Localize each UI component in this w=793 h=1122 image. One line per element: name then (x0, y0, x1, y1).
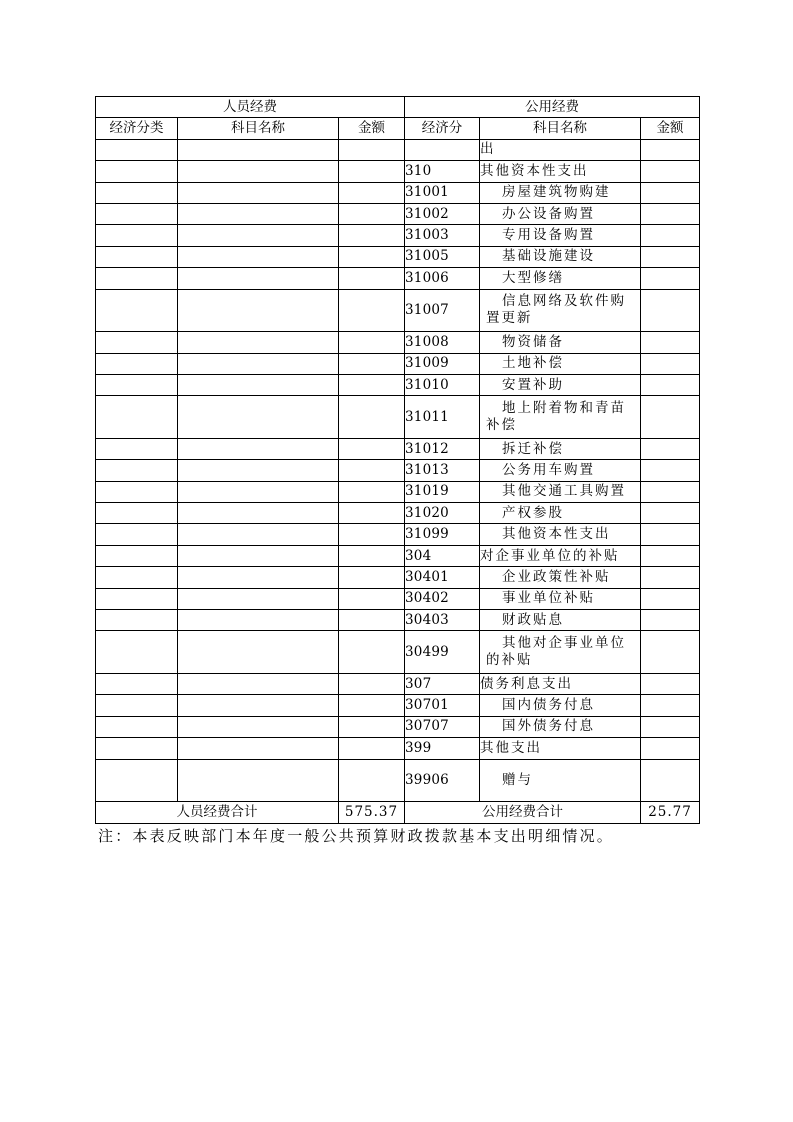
public-name-cell: 房屋建筑物购建 (480, 182, 641, 203)
public-amount-cell (641, 695, 700, 716)
public-amount-cell (641, 203, 700, 224)
public-name-cell: 国外债务付息 (480, 716, 641, 737)
public-amount-cell (641, 139, 700, 160)
personnel-code-cell (96, 716, 178, 737)
personnel-name-header: 科目名称 (178, 118, 339, 139)
table-row (96, 225, 700, 246)
public-name-cell: 赠与 (480, 759, 641, 802)
totals-row (96, 802, 700, 823)
personnel-code-cell (96, 332, 178, 353)
table-row (96, 332, 700, 353)
public-amount-cell (641, 716, 700, 737)
public-code-cell: 31009 (405, 353, 480, 374)
personnel-amount-cell (339, 396, 405, 439)
table-row (96, 438, 700, 459)
table-row (96, 716, 700, 737)
expenditure-table (95, 96, 700, 824)
personnel-amount-cell (339, 673, 405, 694)
personnel-code-cell (96, 588, 178, 609)
personnel-code-cell (96, 289, 178, 332)
public-name-cell: 产权参股 (480, 503, 641, 524)
personnel-code-cell (96, 567, 178, 588)
personnel-amount-cell (339, 524, 405, 545)
public-code-cell: 31099 (405, 524, 480, 545)
personnel-name-cell (178, 225, 339, 246)
personnel-name-cell (178, 716, 339, 737)
personnel-amount-cell (339, 503, 405, 524)
public-amount-cell (641, 460, 700, 481)
public-code-cell: 31005 (405, 246, 480, 267)
personnel-name-cell (178, 481, 339, 502)
personnel-code-cell (96, 438, 178, 459)
personnel-amount-cell (339, 438, 405, 459)
personnel-name-cell (178, 374, 339, 395)
table-row (96, 588, 700, 609)
public-amount-cell (641, 289, 700, 332)
table-row (96, 268, 700, 289)
personnel-amount-cell (339, 631, 405, 674)
public-amount-cell (641, 332, 700, 353)
public-amount-cell (641, 567, 700, 588)
public-code-cell: 39906 (405, 759, 480, 802)
public-code-cell (405, 139, 480, 160)
public-name-cell: 其他对企事业单位的补贴 (480, 631, 641, 674)
personnel-code-cell (96, 759, 178, 802)
personnel-group-header: 人员经费 (96, 97, 405, 118)
public-amount-cell (641, 610, 700, 631)
personnel-code-cell (96, 460, 178, 481)
table-row (96, 353, 700, 374)
public-code-cell: 30701 (405, 695, 480, 716)
personnel-amount-cell (339, 545, 405, 566)
personnel-name-cell (178, 332, 339, 353)
public-total-label: 公用经费合计 (405, 802, 641, 823)
personnel-code-cell (96, 246, 178, 267)
public-code-cell: 31003 (405, 225, 480, 246)
public-name-cell: 物资储备 (480, 332, 641, 353)
table-footnote: 注：本表反映部门本年度一般公共预算财政拨款基本支出明细情况。 (98, 827, 615, 845)
personnel-amount-cell (339, 353, 405, 374)
personnel-code-header: 经济分类 (96, 118, 178, 139)
public-name-cell: 土地补偿 (480, 353, 641, 374)
public-code-cell: 30403 (405, 610, 480, 631)
table-row (96, 481, 700, 502)
personnel-amount-cell (339, 567, 405, 588)
public-name-cell: 专用设备购置 (480, 225, 641, 246)
table-row (96, 759, 700, 802)
public-amount-cell (641, 225, 700, 246)
personnel-name-cell (178, 567, 339, 588)
public-amount-cell (641, 161, 700, 182)
public-code-header: 经济分 (405, 118, 480, 139)
public-code-cell: 30707 (405, 716, 480, 737)
public-amount-cell (641, 545, 700, 566)
public-amount-cell (641, 246, 700, 267)
personnel-amount-header: 金额 (339, 118, 405, 139)
public-amount-cell (641, 481, 700, 502)
personnel-name-cell (178, 161, 339, 182)
personnel-name-cell (178, 503, 339, 524)
public-name-cell: 拆迁补偿 (480, 438, 641, 459)
public-code-cell: 31002 (405, 203, 480, 224)
personnel-amount-cell (339, 716, 405, 737)
public-name-cell: 债务利息支出 (480, 673, 641, 694)
personnel-name-cell (178, 396, 339, 439)
table-row (96, 545, 700, 566)
personnel-name-cell (178, 695, 339, 716)
personnel-name-cell (178, 438, 339, 459)
personnel-name-cell (178, 289, 339, 332)
personnel-code-cell (96, 182, 178, 203)
public-name-cell: 信息网络及软件购置更新 (480, 289, 641, 332)
table-row (96, 524, 700, 545)
personnel-total-label: 人员经费合计 (96, 802, 339, 823)
public-code-cell: 304 (405, 545, 480, 566)
public-amount-cell (641, 588, 700, 609)
table-row (96, 695, 700, 716)
personnel-code-cell (96, 738, 178, 759)
personnel-name-cell (178, 203, 339, 224)
table-row (96, 139, 700, 160)
personnel-name-cell (178, 738, 339, 759)
table-row (96, 374, 700, 395)
public-amount-cell (641, 738, 700, 759)
public-name-cell: 国内债务付息 (480, 695, 641, 716)
column-header-row (96, 118, 700, 139)
personnel-code-cell (96, 225, 178, 246)
personnel-amount-cell (339, 374, 405, 395)
public-code-cell: 307 (405, 673, 480, 694)
personnel-name-cell (178, 246, 339, 267)
personnel-code-cell (96, 545, 178, 566)
personnel-name-cell (178, 460, 339, 481)
public-amount-header: 金额 (641, 118, 700, 139)
personnel-name-cell (178, 182, 339, 203)
table-row (96, 161, 700, 182)
personnel-code-cell (96, 203, 178, 224)
personnel-amount-cell (339, 268, 405, 289)
personnel-amount-cell (339, 246, 405, 267)
public-name-cell: 其他支出 (480, 738, 641, 759)
table-row (96, 289, 700, 332)
personnel-name-cell (178, 545, 339, 566)
public-code-cell: 30499 (405, 631, 480, 674)
public-amount-cell (641, 631, 700, 674)
personnel-amount-cell (339, 332, 405, 353)
public-code-cell: 31020 (405, 503, 480, 524)
public-code-cell: 31012 (405, 438, 480, 459)
public-name-cell: 其他交通工具购置 (480, 481, 641, 502)
table-row (96, 182, 700, 203)
public-amount-cell (641, 759, 700, 802)
public-code-cell: 310 (405, 161, 480, 182)
public-amount-cell (641, 438, 700, 459)
personnel-amount-cell (339, 161, 405, 182)
public-code-cell: 31013 (405, 460, 480, 481)
personnel-amount-cell (339, 481, 405, 502)
public-code-cell: 31006 (405, 268, 480, 289)
personnel-name-cell (178, 588, 339, 609)
public-code-cell: 30401 (405, 567, 480, 588)
personnel-amount-cell (339, 759, 405, 802)
personnel-total-amount: 575.37 (339, 802, 405, 823)
personnel-code-cell (96, 161, 178, 182)
public-amount-cell (641, 268, 700, 289)
table-row (96, 673, 700, 694)
public-code-cell: 31008 (405, 332, 480, 353)
personnel-amount-cell (339, 225, 405, 246)
personnel-name-cell (178, 759, 339, 802)
table-row (96, 203, 700, 224)
personnel-amount-cell (339, 588, 405, 609)
public-name-cell: 企业政策性补贴 (480, 567, 641, 588)
personnel-amount-cell (339, 460, 405, 481)
public-name-cell: 公务用车购置 (480, 460, 641, 481)
public-name-cell: 对企事业单位的补贴 (480, 545, 641, 566)
public-total-amount: 25.77 (641, 802, 700, 823)
public-name-cell: 安置补助 (480, 374, 641, 395)
public-code-cell: 31010 (405, 374, 480, 395)
public-amount-cell (641, 182, 700, 203)
public-name-cell: 办公设备购置 (480, 203, 641, 224)
public-amount-cell (641, 503, 700, 524)
personnel-amount-cell (339, 610, 405, 631)
table-row (96, 503, 700, 524)
personnel-amount-cell (339, 289, 405, 332)
table-row (96, 567, 700, 588)
personnel-amount-cell (339, 139, 405, 160)
personnel-code-cell (96, 610, 178, 631)
public-name-cell: 事业单位补贴 (480, 588, 641, 609)
personnel-amount-cell (339, 182, 405, 203)
public-code-cell: 31001 (405, 182, 480, 203)
public-name-cell: 其他资本性支出 (480, 524, 641, 545)
personnel-amount-cell (339, 738, 405, 759)
public-amount-cell (641, 396, 700, 439)
table-row (96, 738, 700, 759)
public-amount-cell (641, 374, 700, 395)
personnel-code-cell (96, 268, 178, 289)
personnel-code-cell (96, 503, 178, 524)
table-row (96, 246, 700, 267)
public-code-cell: 31007 (405, 289, 480, 332)
personnel-name-cell (178, 353, 339, 374)
personnel-code-cell (96, 631, 178, 674)
public-amount-cell (641, 524, 700, 545)
public-code-cell: 30402 (405, 588, 480, 609)
personnel-code-cell (96, 481, 178, 502)
public-name-cell: 地上附着物和青苗补偿 (480, 396, 641, 439)
public-name-cell: 财政贴息 (480, 610, 641, 631)
personnel-name-cell (178, 631, 339, 674)
public-group-header: 公用经费 (405, 97, 700, 118)
public-code-cell: 31011 (405, 396, 480, 439)
table-row (96, 396, 700, 439)
personnel-code-cell (96, 524, 178, 545)
public-code-cell: 399 (405, 738, 480, 759)
personnel-code-cell (96, 374, 178, 395)
personnel-code-cell (96, 396, 178, 439)
public-name-cell: 大型修缮 (480, 268, 641, 289)
public-code-cell: 31019 (405, 481, 480, 502)
table-row (96, 460, 700, 481)
personnel-name-cell (178, 139, 339, 160)
table-row (96, 631, 700, 674)
personnel-amount-cell (339, 203, 405, 224)
personnel-name-cell (178, 268, 339, 289)
public-name-cell: 其他资本性支出 (480, 161, 641, 182)
personnel-code-cell (96, 695, 178, 716)
table-row (96, 610, 700, 631)
personnel-amount-cell (339, 695, 405, 716)
personnel-code-cell (96, 353, 178, 374)
public-name-cell: 基础设施建设 (480, 246, 641, 267)
public-name-header: 科目名称 (480, 118, 641, 139)
public-amount-cell (641, 673, 700, 694)
personnel-code-cell (96, 139, 178, 160)
personnel-name-cell (178, 524, 339, 545)
personnel-name-cell (178, 673, 339, 694)
public-name-cell: 出 (480, 139, 641, 160)
group-header-row (96, 97, 700, 118)
public-amount-cell (641, 353, 700, 374)
personnel-name-cell (178, 610, 339, 631)
personnel-code-cell (96, 673, 178, 694)
